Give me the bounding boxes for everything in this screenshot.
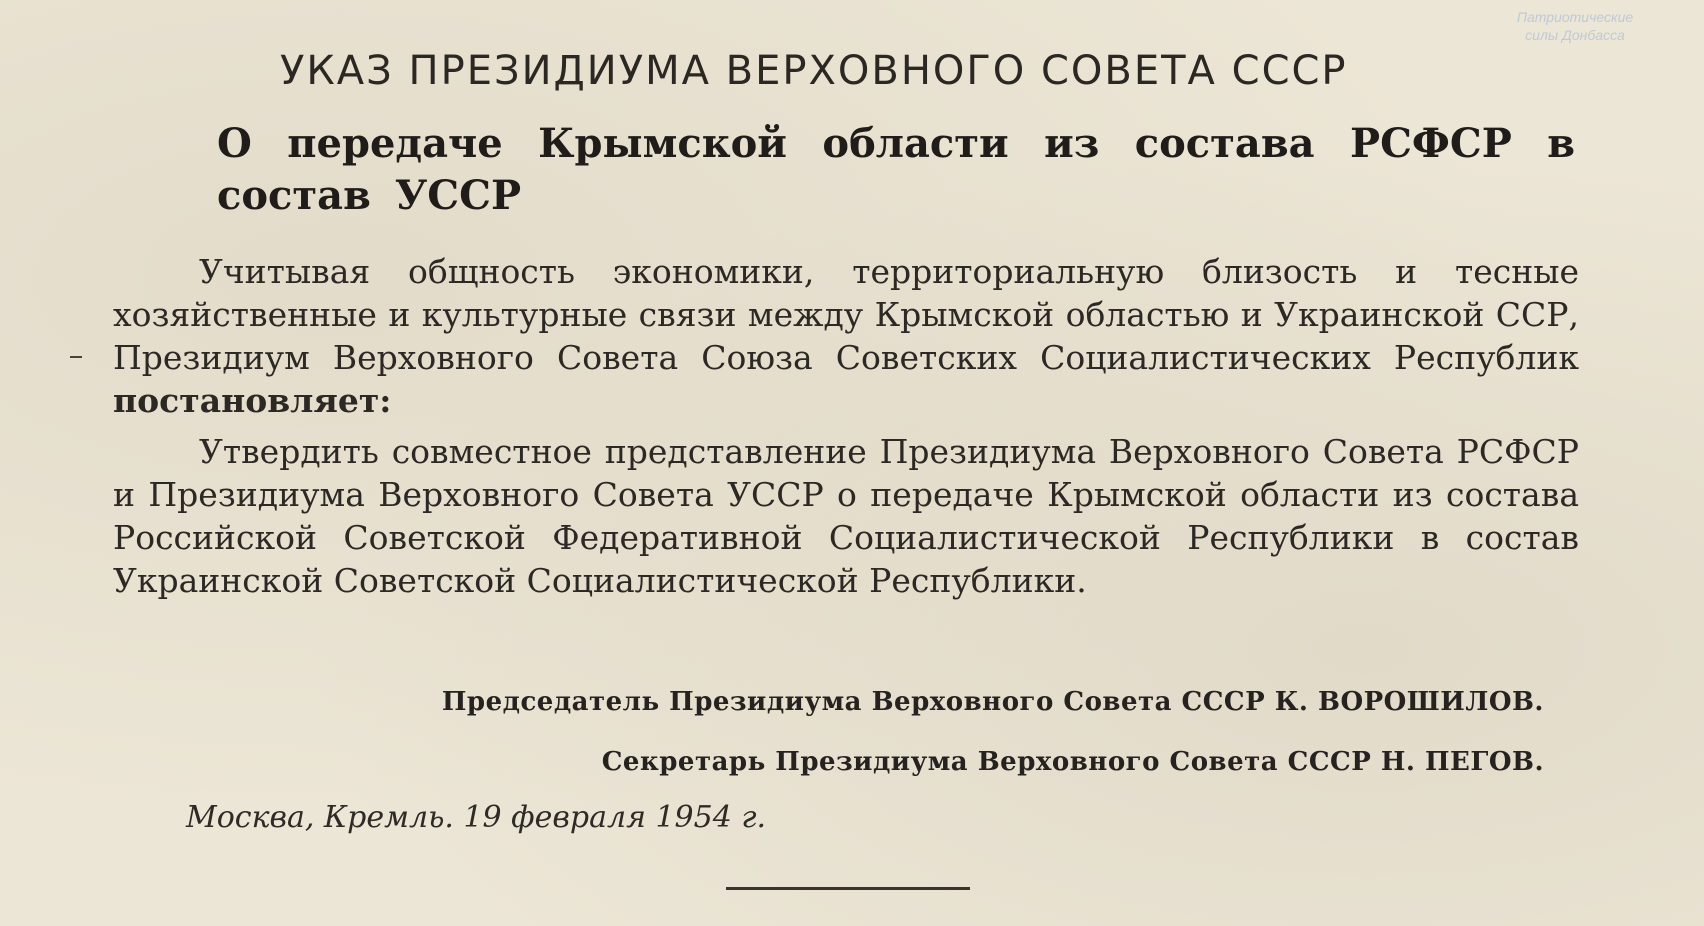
signature-secretary: Секретарь Президиума Верховного Совета СССР Н. ПЕГОВ. xyxy=(601,747,1544,777)
closing-rule xyxy=(726,887,970,890)
place-date: Москва, Кремль. 19 февраля 1954 г. xyxy=(186,800,767,835)
watermark-line: Патриотические xyxy=(1516,9,1634,25)
paragraph-text: Учитывая общность экономики, территориальную близость и тесные хозяйственные и культурные связи между Крымской областью и Украинской ССР, Президиум Верховного Совета Союза Советских Социалистических Республик xyxy=(113,252,1579,377)
paragraph-emphasis: постановляет: xyxy=(113,381,392,420)
signature-block xyxy=(442,672,1544,792)
watermark-line: силы Донбасса xyxy=(1525,27,1625,43)
signature-chairman: Председатель Президиума Верховного Совета СССР К. ВОРОШИЛОВ. xyxy=(441,687,1544,717)
paragraph-resolution: Утвердить совместное представление Президиума Верховного Совета РСФСР и Президиума Верховного Совета УССР о передаче Крымской области из состава Российской Советской Федеративной Социалистической Республики в состав Украинской Советской Социалистической Республики. xyxy=(113,432,1579,600)
watermark xyxy=(1470,8,1680,44)
paragraph-preamble xyxy=(113,250,1579,422)
margin-mark xyxy=(70,356,82,358)
decree-header: УКАЗ ПРЕЗИДИУМА ВЕРХОВНОГО СОВЕТА СССР xyxy=(280,48,1348,94)
decree-title: О передаче Крымской области из состава РСФСР в состав УССР xyxy=(217,120,1575,219)
